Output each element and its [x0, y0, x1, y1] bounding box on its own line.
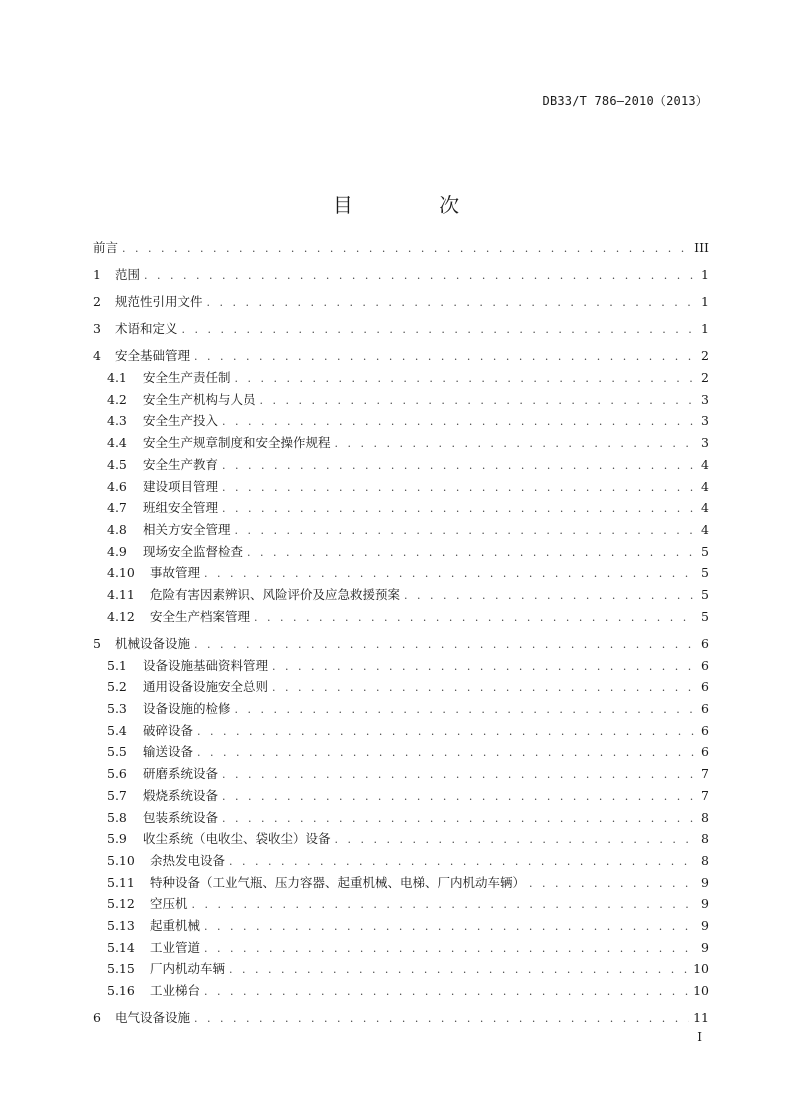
toc-entry-page: 4	[701, 456, 709, 472]
toc-entry-title: 收尘系统（电收尘、袋收尘）设备	[143, 831, 331, 847]
toc-entry-number: 5.10	[107, 852, 135, 868]
dot-leader	[222, 499, 695, 520]
toc-entry-number: 5	[93, 635, 101, 651]
toc-entry[interactable]	[93, 677, 709, 699]
dot-leader	[222, 456, 695, 477]
toc-entry-number: 5.8	[107, 809, 127, 825]
toc-entry[interactable]	[93, 433, 709, 455]
dot-leader	[222, 478, 695, 499]
dot-leader	[194, 1009, 689, 1030]
toc-entry[interactable]	[93, 829, 709, 851]
toc-entry-page: 7	[701, 787, 709, 803]
toc-entry-page: 11	[693, 1010, 709, 1026]
dot-leader	[235, 369, 695, 390]
toc-title: 目 次	[332, 193, 500, 218]
dot-leader	[122, 239, 690, 260]
toc-entry[interactable]	[93, 319, 709, 341]
toc-entry-number: 4.12	[107, 608, 135, 624]
toc-entry[interactable]	[93, 607, 709, 629]
toc-entry-page: 2	[701, 370, 709, 386]
toc-entry-page: 6	[701, 744, 709, 760]
toc-entry-title: 输送设备	[143, 744, 194, 760]
toc-entry-title: 起重机械	[150, 918, 201, 934]
dot-leader	[529, 874, 695, 895]
toc-entry-title: 厂内机动车辆	[150, 961, 226, 977]
toc-entry[interactable]	[93, 238, 709, 260]
toc-entry-page: III	[694, 240, 709, 255]
toc-entry-title: 安全生产档案管理	[150, 608, 251, 624]
toc-entry-number: 5.14	[107, 939, 135, 955]
toc-entry-number: 5.1	[107, 657, 127, 673]
toc-entry-title: 煅烧系统设备	[143, 787, 219, 803]
toc-entry[interactable]	[93, 916, 709, 938]
toc-entry-page: 6	[701, 635, 709, 651]
toc-entry-title: 建设项目管理	[143, 478, 219, 494]
toc-entry-title: 安全生产机构与人员	[143, 391, 256, 407]
toc-entry-title: 工业梯台	[150, 983, 201, 999]
toc-entry-title: 特种设备（工业气瓶、压力容器、起重机械、电梯、厂内机动车辆）	[150, 874, 526, 890]
toc-entry-page: 6	[701, 679, 709, 695]
dot-leader	[207, 293, 695, 314]
toc-entry-number: 5.7	[107, 787, 127, 803]
toc-entry-title: 电气设备设施	[115, 1010, 191, 1026]
toc-entry-number: 4.10	[107, 565, 135, 581]
toc-entry-number: 5.2	[107, 679, 127, 695]
toc-entry[interactable]	[93, 585, 709, 607]
dot-leader	[192, 895, 695, 916]
toc-entry-number: 4.8	[107, 522, 127, 537]
toc-entry[interactable]	[93, 520, 709, 542]
toc-entry-number: 5.12	[107, 896, 135, 912]
dot-leader	[204, 939, 695, 960]
dot-leader	[144, 266, 695, 287]
toc-entry-page: 4	[701, 478, 709, 494]
dot-leader	[222, 765, 695, 786]
document-code: DB33/T 786—2010（2013）	[542, 94, 708, 108]
toc-entry-number: 5.13	[107, 918, 135, 934]
toc-entry-page: 9	[701, 874, 709, 890]
toc-entry[interactable]	[93, 959, 709, 981]
dot-leader	[272, 657, 695, 678]
toc-entry[interactable]	[93, 786, 709, 808]
toc-entry[interactable]	[93, 477, 709, 499]
toc-entry[interactable]	[93, 873, 709, 895]
toc-entry[interactable]	[93, 851, 709, 873]
toc-entry-page: 4	[701, 522, 709, 537]
toc-entry[interactable]	[93, 346, 709, 368]
table-of-contents	[93, 238, 709, 1030]
toc-entry-title: 安全基础管理	[115, 348, 191, 364]
toc-entry-number: 4.2	[107, 391, 127, 407]
toc-entry-page: 10	[693, 961, 709, 977]
toc-entry-title: 设备设施的检修	[143, 701, 231, 717]
dot-leader	[335, 434, 695, 455]
toc-entry-title: 危险有害因素辨识、风险评价及应急救援预案	[150, 587, 401, 603]
dot-leader	[222, 809, 695, 830]
toc-entry[interactable]	[93, 498, 709, 520]
toc-entry-page: 3	[701, 413, 709, 429]
toc-entry-page: 8	[701, 809, 709, 825]
toc-entry-title: 工业管道	[150, 939, 201, 955]
toc-entry[interactable]	[93, 1008, 709, 1030]
toc-entry-number: 4	[93, 348, 101, 364]
toc-entry-page: 1	[701, 267, 709, 283]
toc-entry[interactable]	[93, 542, 709, 564]
toc-entry-number: 1	[93, 267, 101, 283]
toc-entry[interactable]	[93, 764, 709, 786]
dot-leader	[194, 635, 695, 656]
dot-leader	[204, 982, 689, 1003]
toc-entry[interactable]	[93, 721, 709, 743]
toc-entry-page: 6	[701, 657, 709, 673]
dot-leader	[222, 412, 695, 433]
dot-leader	[197, 722, 695, 743]
dot-leader	[229, 852, 695, 873]
dot-leader	[260, 391, 695, 412]
toc-entry-title: 通用设备设施安全总则	[143, 679, 269, 695]
toc-entry-title: 机械设备设施	[115, 635, 191, 651]
dot-leader	[194, 347, 695, 368]
toc-entry[interactable]	[93, 699, 709, 721]
toc-entry-number: 5.5	[107, 744, 127, 760]
toc-entry-number: 5.3	[107, 701, 127, 717]
toc-entry[interactable]	[93, 455, 709, 477]
toc-entry-title: 空压机	[150, 896, 188, 912]
toc-entry-title: 术语和定义	[115, 321, 178, 337]
dot-leader	[204, 564, 695, 585]
toc-entry-title: 余热发电设备	[150, 852, 226, 868]
dot-leader	[197, 743, 695, 764]
toc-entry-title: 规范性引用文件	[115, 294, 203, 310]
toc-entry-title: 前言	[93, 240, 119, 255]
page-number: I	[697, 1030, 702, 1044]
toc-entry-number: 2	[93, 294, 101, 310]
toc-entry-title: 事故管理	[150, 565, 201, 581]
toc-entry-page: 5	[701, 608, 709, 624]
toc-entry[interactable]	[93, 292, 709, 314]
toc-entry-number: 5.15	[107, 961, 135, 977]
toc-entry-number: 6	[93, 1010, 101, 1026]
toc-entry-title: 破碎设备	[143, 722, 194, 738]
toc-entry[interactable]	[93, 634, 709, 656]
dot-leader	[404, 586, 695, 607]
toc-entry[interactable]	[93, 808, 709, 830]
toc-entry-page: 6	[701, 722, 709, 738]
toc-entry-page: 5	[701, 543, 709, 559]
toc-entry-title: 范围	[115, 267, 141, 283]
dot-leader	[222, 787, 695, 808]
toc-entry-number: 5.9	[107, 831, 127, 847]
toc-entry[interactable]	[93, 656, 709, 678]
toc-entry-number: 4.11	[107, 587, 135, 603]
dot-leader	[182, 320, 695, 341]
toc-entry[interactable]	[93, 265, 709, 287]
toc-entry-title: 相关方安全管理	[143, 522, 231, 537]
toc-entry-number: 4.5	[107, 456, 127, 472]
toc-entry-number: 3	[93, 321, 101, 337]
toc-entry[interactable]	[93, 563, 709, 585]
toc-entry-number: 4.7	[107, 500, 127, 516]
toc-entry-page: 8	[701, 831, 709, 847]
dot-leader	[235, 700, 695, 721]
toc-entry-number: 5.16	[107, 983, 135, 999]
toc-entry[interactable]	[93, 368, 709, 390]
toc-entry-page: 5	[701, 565, 709, 581]
toc-entry-title: 研磨系统设备	[143, 766, 219, 782]
toc-entry-page: 4	[701, 500, 709, 516]
toc-entry-number: 5.4	[107, 722, 127, 738]
toc-entry-page: 9	[701, 896, 709, 912]
toc-entry-page: 10	[693, 983, 709, 999]
toc-entry-page: 8	[701, 852, 709, 868]
dot-leader	[254, 608, 695, 629]
toc-entry-number: 5.11	[107, 874, 135, 890]
toc-entry-number: 4.3	[107, 413, 127, 429]
toc-entry-page: 3	[701, 435, 709, 451]
toc-entry-number: 4.1	[107, 370, 127, 386]
toc-entry-page: 7	[701, 766, 709, 782]
toc-entry-title: 安全生产教育	[143, 456, 219, 472]
dot-leader	[204, 917, 695, 938]
toc-entry-number: 4.9	[107, 543, 127, 559]
dot-leader	[335, 830, 695, 851]
toc-entry[interactable]	[93, 411, 709, 433]
toc-entry-title: 班组安全管理	[143, 500, 219, 516]
dot-leader	[272, 678, 695, 699]
toc-entry-number: 5.6	[107, 766, 127, 782]
toc-entry[interactable]	[93, 938, 709, 960]
dot-leader	[235, 521, 695, 542]
toc-entry-page: 1	[701, 321, 709, 337]
toc-entry[interactable]	[93, 894, 709, 916]
toc-entry-page: 6	[701, 701, 709, 717]
toc-entry-title: 包装系统设备	[143, 809, 219, 825]
toc-entry-title: 安全生产投入	[143, 413, 219, 429]
toc-entry-page: 9	[701, 939, 709, 955]
dot-leader	[229, 960, 689, 981]
toc-entry-title: 设备设施基础资料管理	[143, 657, 269, 673]
toc-entry-number: 4.4	[107, 435, 127, 451]
toc-entry-page: 3	[701, 391, 709, 407]
toc-entry[interactable]	[93, 742, 709, 764]
dot-leader	[247, 543, 695, 564]
toc-entry[interactable]	[93, 390, 709, 412]
toc-entry-title: 安全生产责任制	[143, 370, 231, 386]
toc-entry[interactable]	[93, 981, 709, 1003]
toc-entry-page: 9	[701, 918, 709, 934]
toc-entry-title: 现场安全监督检查	[143, 543, 244, 559]
toc-entry-number: 4.6	[107, 478, 127, 494]
toc-entry-page: 5	[701, 587, 709, 603]
toc-entry-title: 安全生产规章制度和安全操作规程	[143, 435, 331, 451]
toc-entry-page: 1	[701, 294, 709, 310]
toc-entry-page: 2	[701, 348, 709, 364]
